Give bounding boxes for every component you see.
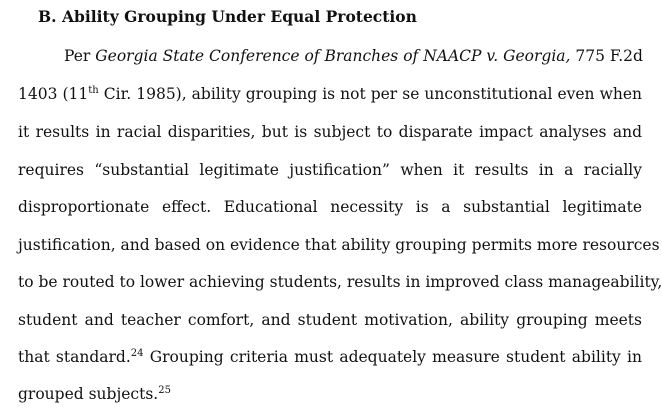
- paragraph-line-10: [18, 384, 642, 404]
- paragraph-line-4: requires “substantial legitimate justification” when it results in a racially: [18, 161, 642, 179]
- paragraph-line-6: justification, and based on evidence that ability grouping permits more resources: [18, 236, 660, 254]
- footnote-ref-24[interactable]: 24: [130, 348, 144, 359]
- case-citation: 775 F.2d: [575, 47, 643, 65]
- citation-reporter: 1403 (11: [18, 85, 89, 103]
- ordinal-suffix: th: [88, 85, 99, 96]
- paragraph-line-7: to be routed to lower achieving students, results in improved class manageability,: [18, 273, 662, 291]
- paragraph-line-5: disproportionate effect. Educational necessity is a substantial legitimate: [18, 198, 642, 216]
- line-text: Cir. 1985), ability grouping is not per se unconstitutional even when: [103, 85, 642, 103]
- paragraph-line-1: [64, 46, 642, 66]
- footnote-ref-25[interactable]: 25: [158, 385, 171, 396]
- section-title: Ability Grouping Under Equal Protection: [62, 7, 417, 26]
- case-name: Georgia State Conference of Branches of NAACP v. Georgia,: [95, 47, 571, 65]
- paragraph-line-3: it results in racial disparities, but is subject to disparate impact analyses and: [18, 123, 642, 141]
- line-text: that standard.: [18, 348, 131, 366]
- line-text: grouped subjects.: [18, 385, 159, 403]
- paragraph-line-8: student and teacher comfort, and student motivation, ability grouping meets: [18, 311, 642, 329]
- paragraph-line-2: [18, 84, 642, 104]
- line-text: Grouping criteria must adequately measure student ability in: [149, 348, 642, 366]
- section-heading: [38, 7, 417, 26]
- section-letter: B.: [38, 7, 57, 26]
- paragraph-line-9: [18, 347, 642, 367]
- intro-word: Per: [64, 47, 91, 65]
